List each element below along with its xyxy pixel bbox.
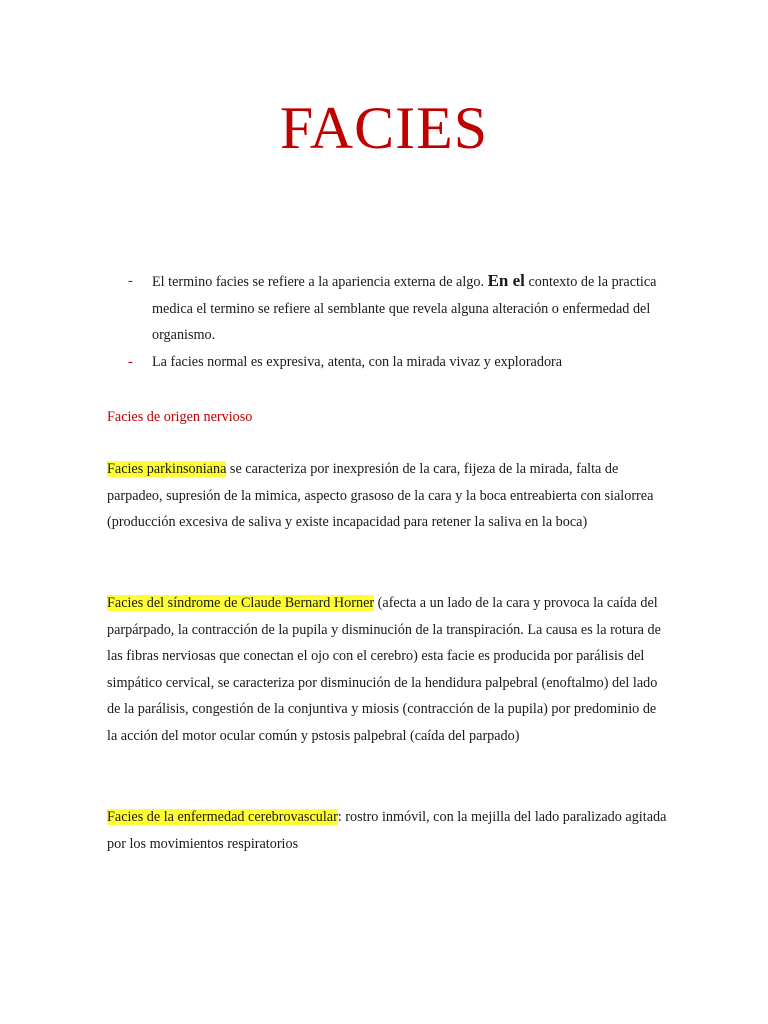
paragraph-text: : rostro inmóvil, con la mejilla del lado paralizado agitada por los movimientos respiratorios xyxy=(107,809,667,852)
bullet-dash: - xyxy=(128,353,133,370)
highlighted-term: Facies del síndrome de Claude Bernard Horner xyxy=(107,595,375,611)
paragraph-horner xyxy=(107,590,667,750)
bullet-item-normal-facies xyxy=(128,349,658,376)
paragraph-cerebrovascular xyxy=(107,804,667,857)
paragraph-text: (afecta a un lado de la cara y provoca la caída del parpárpado, la contracción de la pupila y disminución de la transpiración. La causa es la rotura de las fibras nerviosas que conectan el ojo con el cerebro) esta facie es producida por parálisis del simpático cervical, se caracteriza por disminución de la hendidura palpebral (enoftalmo) del lado de la parálisis, congestión de la conjuntiva y miosis (contracción de la pupila) por predominio de la acción del motor ocular común y pstosis palpebral (caída del parpado) xyxy=(107,595,661,744)
bullet-text: La facies normal es expresiva, atenta, con la mirada vivaz y exploradora xyxy=(152,353,563,370)
bullet-text-part: contexto de la practica medica el termino se refiere al semblante que revela alguna alteración o enfermedad del organismo. xyxy=(152,274,657,343)
document-title: FACIES xyxy=(279,95,489,161)
paragraph-parkinsoniana xyxy=(107,456,667,536)
paragraph-text: se caracteriza por inexpresión de la cara, fijeza de la mirada, falta de parpadeo, supresión de la mimica, aspecto grasoso de la cara y la boca entreabierta con sialorrea (producción excesiva de saliva y existe incapacidad para retener la saliva en la boca) xyxy=(107,461,654,531)
section-heading: Facies de origen nervioso xyxy=(107,409,253,425)
highlighted-term: Facies parkinsoniana xyxy=(107,461,227,477)
bullet-item-definition xyxy=(128,268,658,349)
highlighted-term: Facies de la enfermedad cerebrovascular xyxy=(107,809,338,825)
bullet-text-emphasis: En el xyxy=(487,271,525,290)
bullet-text-part: El termino facies se refiere a la apariencia externa de algo. xyxy=(152,274,488,290)
intro-bullet-list xyxy=(128,268,658,375)
bullet-dash: - xyxy=(128,273,133,289)
